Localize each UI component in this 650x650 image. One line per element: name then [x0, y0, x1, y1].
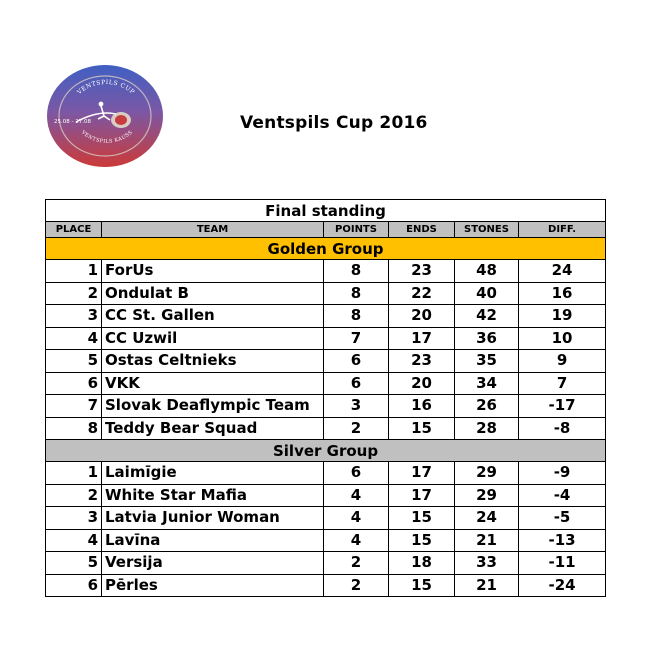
stones-cell: 40: [455, 282, 519, 305]
points-cell: 6: [324, 372, 389, 395]
table-title-row: [46, 200, 606, 222]
points-cell: 8: [324, 305, 389, 328]
place-cell: 4: [46, 529, 102, 552]
place-cell: 6: [46, 574, 102, 597]
diff-cell: -24: [519, 574, 606, 597]
logo-arc-location: VENTSPILS KAUSS: [79, 129, 135, 145]
ends-cell: 23: [389, 350, 455, 373]
ends-cell: 15: [389, 417, 455, 440]
place-cell: 4: [46, 327, 102, 350]
points-cell: 2: [324, 552, 389, 575]
table-row: [46, 462, 606, 485]
team-cell: Teddy Bear Squad: [102, 417, 324, 440]
table-row: [46, 417, 606, 440]
standings-table: [45, 199, 606, 597]
ends-cell: 15: [389, 574, 455, 597]
header-points: POINTS: [324, 222, 389, 238]
team-cell: White Star Mafia: [102, 484, 324, 507]
standings-body: [46, 200, 606, 597]
place-cell: 5: [46, 350, 102, 373]
table-row: [46, 529, 606, 552]
stones-cell: 29: [455, 462, 519, 485]
team-cell: Lavīna: [102, 529, 324, 552]
place-cell: 8: [46, 417, 102, 440]
table-row: [46, 282, 606, 305]
ventspils-cup-logo: [46, 64, 164, 168]
place-cell: 7: [46, 395, 102, 418]
place-cell: 2: [46, 282, 102, 305]
header-diff: DIFF.: [519, 222, 606, 238]
table-row: [46, 552, 606, 575]
header-place: PLACE: [46, 222, 102, 238]
table-row: [46, 372, 606, 395]
diff-cell: 24: [519, 260, 606, 283]
diff-cell: 9: [519, 350, 606, 373]
team-cell: Versija: [102, 552, 324, 575]
table-row: [46, 507, 606, 530]
diff-cell: 19: [519, 305, 606, 328]
team-cell: Latvia Junior Woman: [102, 507, 324, 530]
diff-cell: -17: [519, 395, 606, 418]
ends-cell: 16: [389, 395, 455, 418]
ends-cell: 22: [389, 282, 455, 305]
ends-cell: 17: [389, 484, 455, 507]
table-row: [46, 350, 606, 373]
diff-cell: -13: [519, 529, 606, 552]
team-cell: VKK: [102, 372, 324, 395]
stones-cell: 34: [455, 372, 519, 395]
golden-group-header-row: [46, 238, 606, 260]
stones-cell: 26: [455, 395, 519, 418]
team-cell: ForUs: [102, 260, 324, 283]
ends-cell: 17: [389, 462, 455, 485]
diff-cell: -8: [519, 417, 606, 440]
diff-cell: 16: [519, 282, 606, 305]
place-cell: 1: [46, 462, 102, 485]
place-cell: 5: [46, 552, 102, 575]
table-row: [46, 574, 606, 597]
group-title: Golden Group: [46, 238, 606, 260]
table-title: Final standing: [46, 200, 606, 222]
table-row: [46, 260, 606, 283]
table-row: [46, 327, 606, 350]
ends-cell: 15: [389, 507, 455, 530]
table-header-row: [46, 222, 606, 238]
points-cell: 3: [324, 395, 389, 418]
team-cell: CC St. Gallen: [102, 305, 324, 328]
stones-cell: 36: [455, 327, 519, 350]
logo-arc-name: VENTSPILS CUP: [75, 78, 137, 96]
place-cell: 3: [46, 507, 102, 530]
team-cell: CC Uzwil: [102, 327, 324, 350]
diff-cell: 7: [519, 372, 606, 395]
table-row: [46, 484, 606, 507]
silver-group-header-row: [46, 440, 606, 462]
place-cell: 3: [46, 305, 102, 328]
ends-cell: 23: [389, 260, 455, 283]
points-cell: 6: [324, 462, 389, 485]
header-team: TEAM: [102, 222, 324, 238]
stones-cell: 29: [455, 484, 519, 507]
table-row: [46, 395, 606, 418]
ends-cell: 20: [389, 305, 455, 328]
diff-cell: 10: [519, 327, 606, 350]
ends-cell: 17: [389, 327, 455, 350]
points-cell: 4: [324, 529, 389, 552]
place-cell: 6: [46, 372, 102, 395]
stones-cell: 33: [455, 552, 519, 575]
table-row: [46, 305, 606, 328]
ends-cell: 20: [389, 372, 455, 395]
team-cell: Laimīgie: [102, 462, 324, 485]
team-cell: Ondulat B: [102, 282, 324, 305]
diff-cell: -9: [519, 462, 606, 485]
points-cell: 8: [324, 260, 389, 283]
page-title: Ventspils Cup 2016: [240, 113, 428, 133]
place-cell: 1: [46, 260, 102, 283]
team-cell: Ostas Celtnieks: [102, 350, 324, 373]
group-title: Silver Group: [46, 440, 606, 462]
points-cell: 4: [324, 484, 389, 507]
points-cell: 4: [324, 507, 389, 530]
stones-cell: 24: [455, 507, 519, 530]
stones-cell: 21: [455, 574, 519, 597]
stones-cell: 48: [455, 260, 519, 283]
stones-cell: 42: [455, 305, 519, 328]
points-cell: 6: [324, 350, 389, 373]
ends-cell: 18: [389, 552, 455, 575]
points-cell: 2: [324, 417, 389, 440]
diff-cell: -4: [519, 484, 606, 507]
stones-cell: 28: [455, 417, 519, 440]
team-cell: Slovak Deaflympic Team: [102, 395, 324, 418]
place-cell: 2: [46, 484, 102, 507]
points-cell: 2: [324, 574, 389, 597]
team-cell: Pērles: [102, 574, 324, 597]
stones-cell: 35: [455, 350, 519, 373]
header-ends: ENDS: [389, 222, 455, 238]
header-stones: STONES: [455, 222, 519, 238]
diff-cell: -5: [519, 507, 606, 530]
points-cell: 7: [324, 327, 389, 350]
diff-cell: -11: [519, 552, 606, 575]
ends-cell: 15: [389, 529, 455, 552]
stones-cell: 21: [455, 529, 519, 552]
logo-dates: 25.08 - 27.08: [54, 119, 91, 125]
points-cell: 8: [324, 282, 389, 305]
